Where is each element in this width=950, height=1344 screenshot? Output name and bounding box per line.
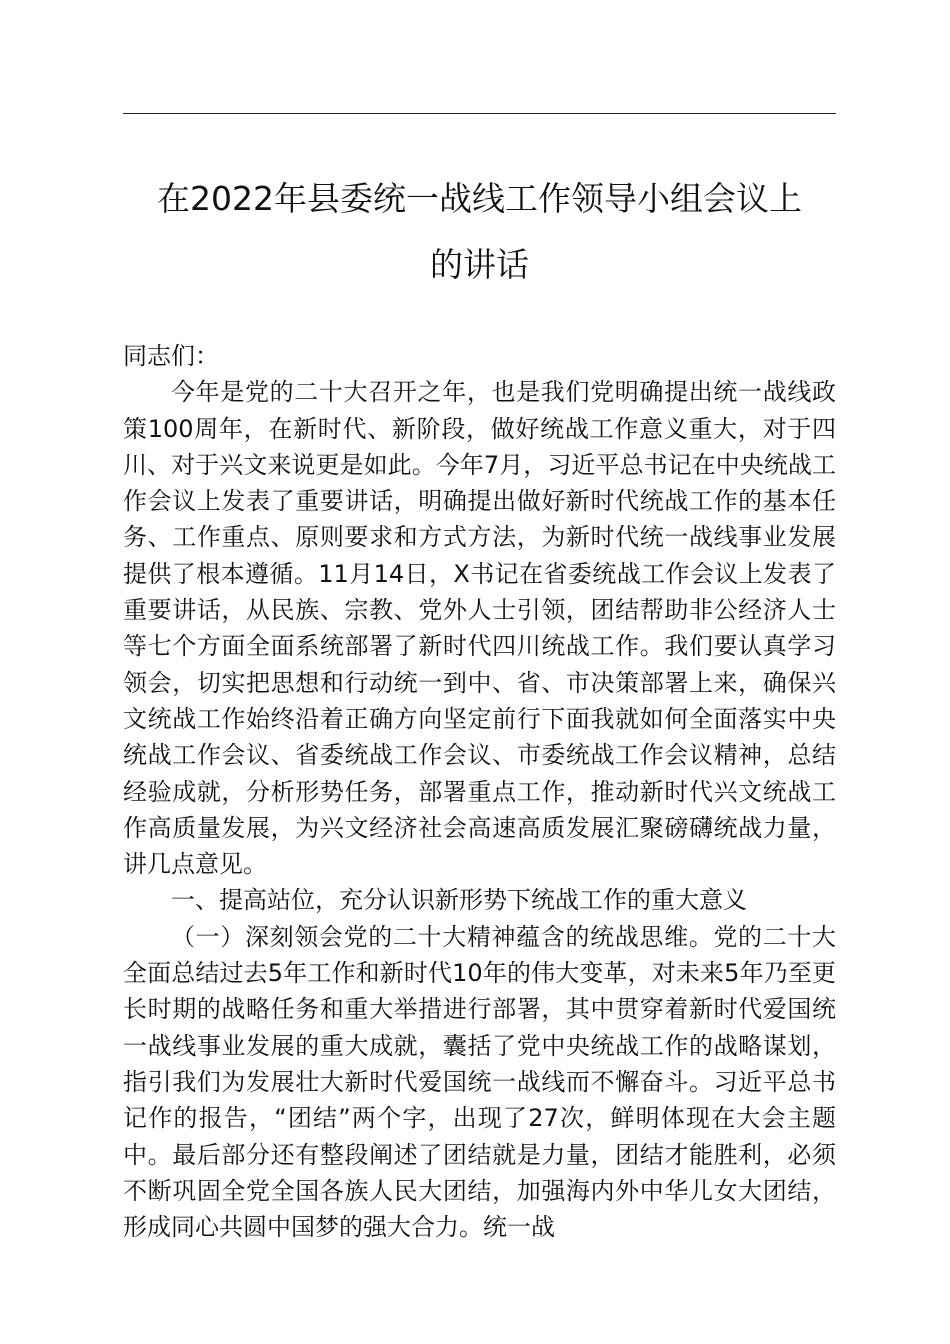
title-line-2: 的讲话 xyxy=(430,245,529,284)
section-heading-1: 一、提高站位，充分认识新形势下统战工作的重大意义 xyxy=(171,886,747,915)
header-rule xyxy=(123,113,836,114)
paragraph-section-1-1: （一）深刻领会党的二十大精神蕴含的统战思维。党的二十大全面总结过去5年工作和新时代10年的伟大变革，对未来5年乃至更长时期的战略任务和重大举措进行部署，其中贯穿着新时代爱国统一战线事业发展的重大成就，囊括了党中央统战工作的战略谋划，指引我们为发展壮大新时代爱国统一战线而不懈奋斗。习近平总书记作的报告，“团结”两个字，出现了27次，鲜明体现在大会主题中。最后部分还有整段阐述了团结就是力量，团结才能胜利，必须不断巩固全党全国各族人民大团结，加强海内外中华儿女大团结，形成同心共圆中国梦的强大合力。统一战 xyxy=(123,922,836,1242)
title-line-1: 在2022年县委统一战线工作领导小组会议上 xyxy=(157,179,802,218)
document-title xyxy=(123,166,836,298)
salutation: 同志们： xyxy=(123,342,219,370)
document-body xyxy=(123,338,836,1245)
paragraph-intro: 今年是党的二十大召开之年，也是我们党明确提出统一战线政策100周年，在新时代、新阶段，做好统战工作意义重大，对于四川、对于兴文来说更是如此。今年7月，习近平总书记在中央统战工作会议上发表了重要讲话，明确提出做好新时代统战工作的基本任务、工作重点、原则要求和方式方法，为新时代统一战线事业发展提供了根本遵循。11月14日，X书记在省委统战工作会议上发表了重要讲话，从民族、宗教、党外人士引领，团结帮助非公经济人士等七个方面全面系统部署了新时代四川统战工作。我们要认真学习领会，切实把思想和行动统一到中、省、市决策部署上来，确保兴文统战工作始终沿着正确方向坚定前行下面我就如何全面落实中央统战工作会议、省委统战工作会议、市委统战工作会议精神，总结经验成就，分析形势任务，部署重点工作，推动新时代兴文统战工作高质量发展，为兴文经济社会高速高质发展汇聚磅礴统战力量，讲几点意见。 xyxy=(123,378,836,879)
